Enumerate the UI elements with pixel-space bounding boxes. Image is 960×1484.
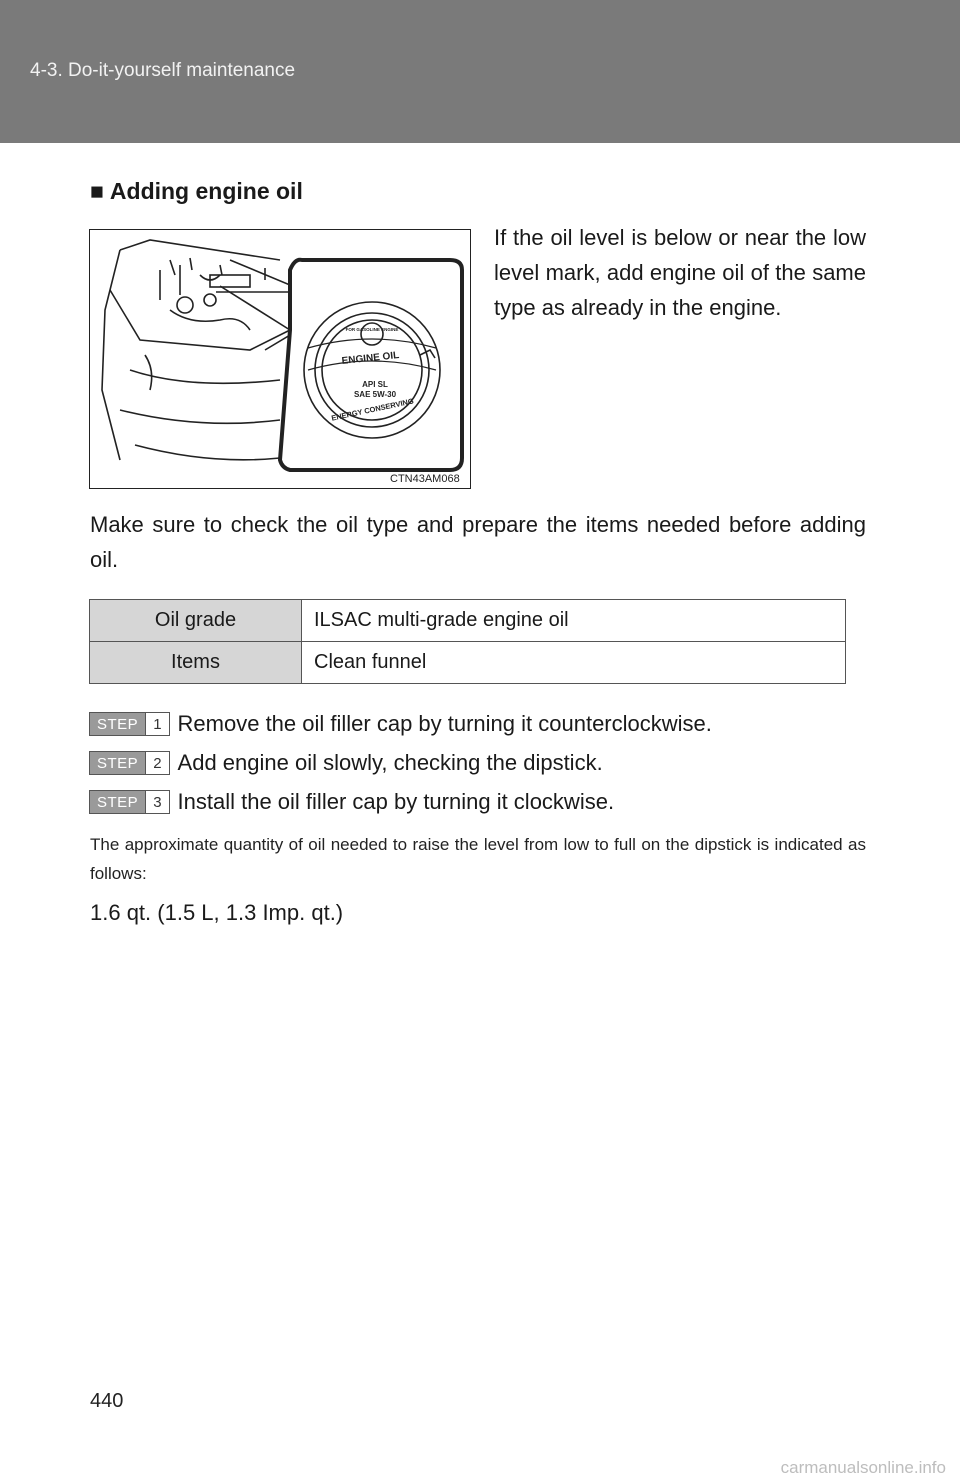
table-label-cell: Oil grade bbox=[90, 600, 302, 642]
intro-text: If the oil level is below or near the low level mark, add engine oil of the same type as already in the engine. bbox=[494, 225, 866, 320]
cap-arc-text: ENERGY CONSERVING bbox=[330, 396, 415, 423]
cap-top-text: FOR GASOLINE ENGINE bbox=[345, 327, 399, 332]
figure-code: CTN43AM068 bbox=[390, 473, 460, 485]
step-3 bbox=[89, 789, 614, 815]
step-text: Remove the oil filler cap by turning it counterclockwise. bbox=[177, 711, 712, 736]
header-title: 4-3. Do-it-yourself maintenance bbox=[30, 60, 296, 81]
table-label-cell: Items bbox=[90, 642, 302, 684]
cap-band-text: ENGINE OIL bbox=[341, 350, 400, 367]
cap-api-text: API SL bbox=[362, 380, 388, 389]
step-number: 3 bbox=[145, 791, 168, 813]
table-value-cell: ILSAC multi-grade engine oil bbox=[302, 600, 846, 642]
illustration-svg bbox=[90, 230, 470, 488]
step-badge bbox=[89, 712, 170, 736]
step-word: STEP bbox=[90, 752, 145, 774]
table-row bbox=[90, 642, 846, 684]
section-title-text: Adding engine oil bbox=[109, 178, 303, 204]
section-marker: ■ bbox=[90, 178, 104, 204]
step-word: STEP bbox=[90, 713, 145, 735]
step-1 bbox=[89, 711, 712, 737]
step-number: 1 bbox=[145, 713, 168, 735]
table-row bbox=[90, 600, 846, 642]
oil-quantity: 1.6 qt. (1.5 L, 1.3 Imp. qt.) bbox=[90, 900, 344, 925]
cap-sae-text: SAE 5W-30 bbox=[353, 390, 397, 399]
step-number: 2 bbox=[145, 752, 168, 774]
watermark: carmanualsonline.info bbox=[780, 1458, 946, 1477]
step-text: Add engine oil slowly, checking the dipstick. bbox=[177, 750, 603, 775]
oil-spec-table bbox=[89, 599, 846, 684]
step-badge bbox=[89, 751, 170, 775]
page-header bbox=[0, 0, 960, 143]
oil-type-paragraph: Make sure to check the oil type and prepare the items needed before adding oil. bbox=[90, 512, 866, 572]
page-number: 440 bbox=[90, 1390, 124, 1412]
engine-oil-cap-illustration bbox=[89, 229, 471, 489]
table-value-cell: Clean funnel bbox=[302, 642, 846, 684]
step-2 bbox=[89, 750, 603, 776]
step-text: Install the oil filler cap by turning it clockwise. bbox=[177, 789, 615, 814]
section-title bbox=[90, 178, 303, 205]
step-badge bbox=[89, 790, 170, 814]
step-word: STEP bbox=[90, 791, 145, 813]
quantity-note: The approximate quantity of oil needed to raise the level from low to full on the dipstick is indicated as follows: bbox=[90, 835, 866, 883]
